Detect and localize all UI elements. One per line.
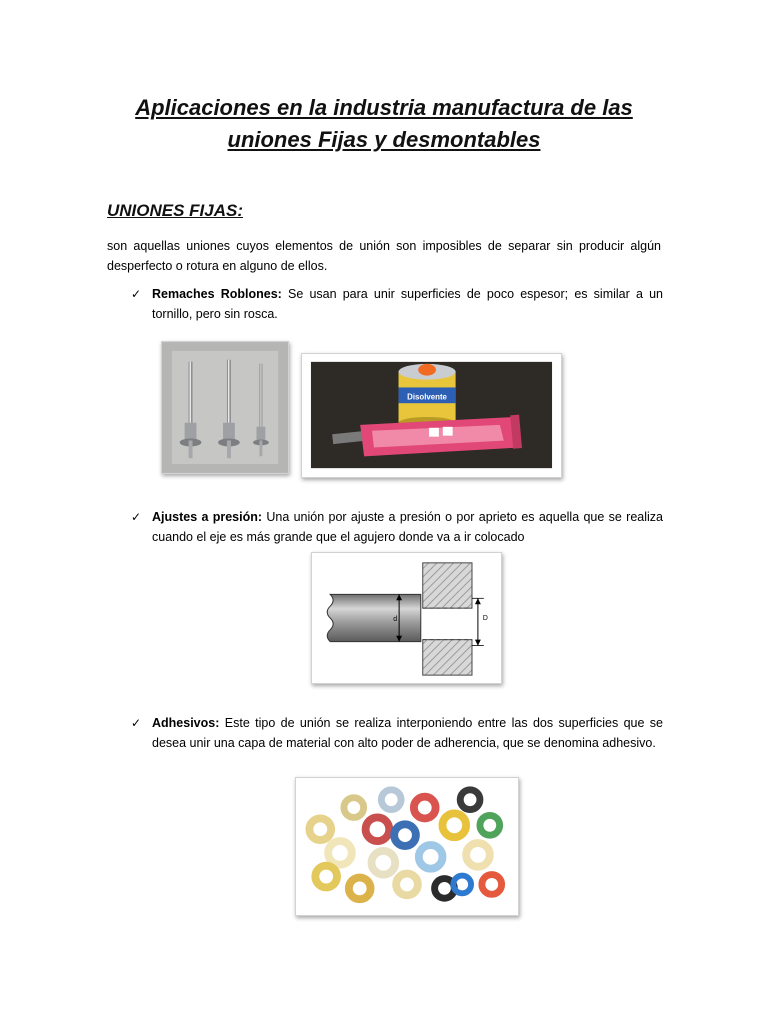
bullet-term: Adhesivos: xyxy=(152,716,220,730)
can-cap xyxy=(418,364,436,376)
title-line-2: uniones Fijas y desmontables xyxy=(227,127,541,152)
section-heading: UNIONES FIJAS: xyxy=(107,201,244,220)
check-icon: ✓ xyxy=(131,716,142,730)
bullet-text xyxy=(152,284,663,324)
bullet-text xyxy=(152,713,663,753)
intro-paragraph: son aquellas uniones cuyos elementos de unión son imposibles de separar sin producir algún desperfecto o rotura en alguno de ellos. xyxy=(107,239,661,273)
check-icon: ✓ xyxy=(131,510,142,524)
glue-can xyxy=(399,364,456,429)
glue-image xyxy=(301,353,562,478)
glue-illustration xyxy=(302,354,561,477)
label-d: d xyxy=(393,615,398,623)
can-label: Disolvente xyxy=(407,392,447,402)
label-D: D xyxy=(482,614,488,622)
title-line-1: Aplicaciones en la industria manufactura de las xyxy=(135,95,633,120)
rivets-illustration xyxy=(162,342,288,473)
tapes-illustration xyxy=(296,778,518,915)
rivets-image xyxy=(161,341,289,474)
adhesive-tapes-image xyxy=(295,777,519,916)
bullet-ajustes xyxy=(131,507,663,547)
bullet-body: Una unión por ajuste a presión o por aprieto es aquella que se realiza cuando el eje es más grande que el agujero donde va a ir colocado xyxy=(152,510,663,544)
press-fit-diagram xyxy=(311,552,502,684)
bullet-term: Remaches Roblones: xyxy=(152,287,282,301)
bullet-text xyxy=(152,507,663,547)
bullet-adhesivos xyxy=(131,713,663,753)
bullet-body: Se usan para unir superficies de poco espesor; es similar a un tornillo, pero sin rosca. xyxy=(152,287,663,321)
bullet-term: Ajustes a presión: xyxy=(152,510,263,524)
check-icon: ✓ xyxy=(131,287,142,301)
press-fit-illustration xyxy=(312,553,501,683)
bullet-body: Este tipo de unión se realiza interponiendo entre las dos superficies que se desea unir una capa de material con alto poder de adherencia, que se denomina adhesivo. xyxy=(152,716,663,750)
page-title xyxy=(100,92,668,156)
bullet-remaches xyxy=(131,284,663,324)
